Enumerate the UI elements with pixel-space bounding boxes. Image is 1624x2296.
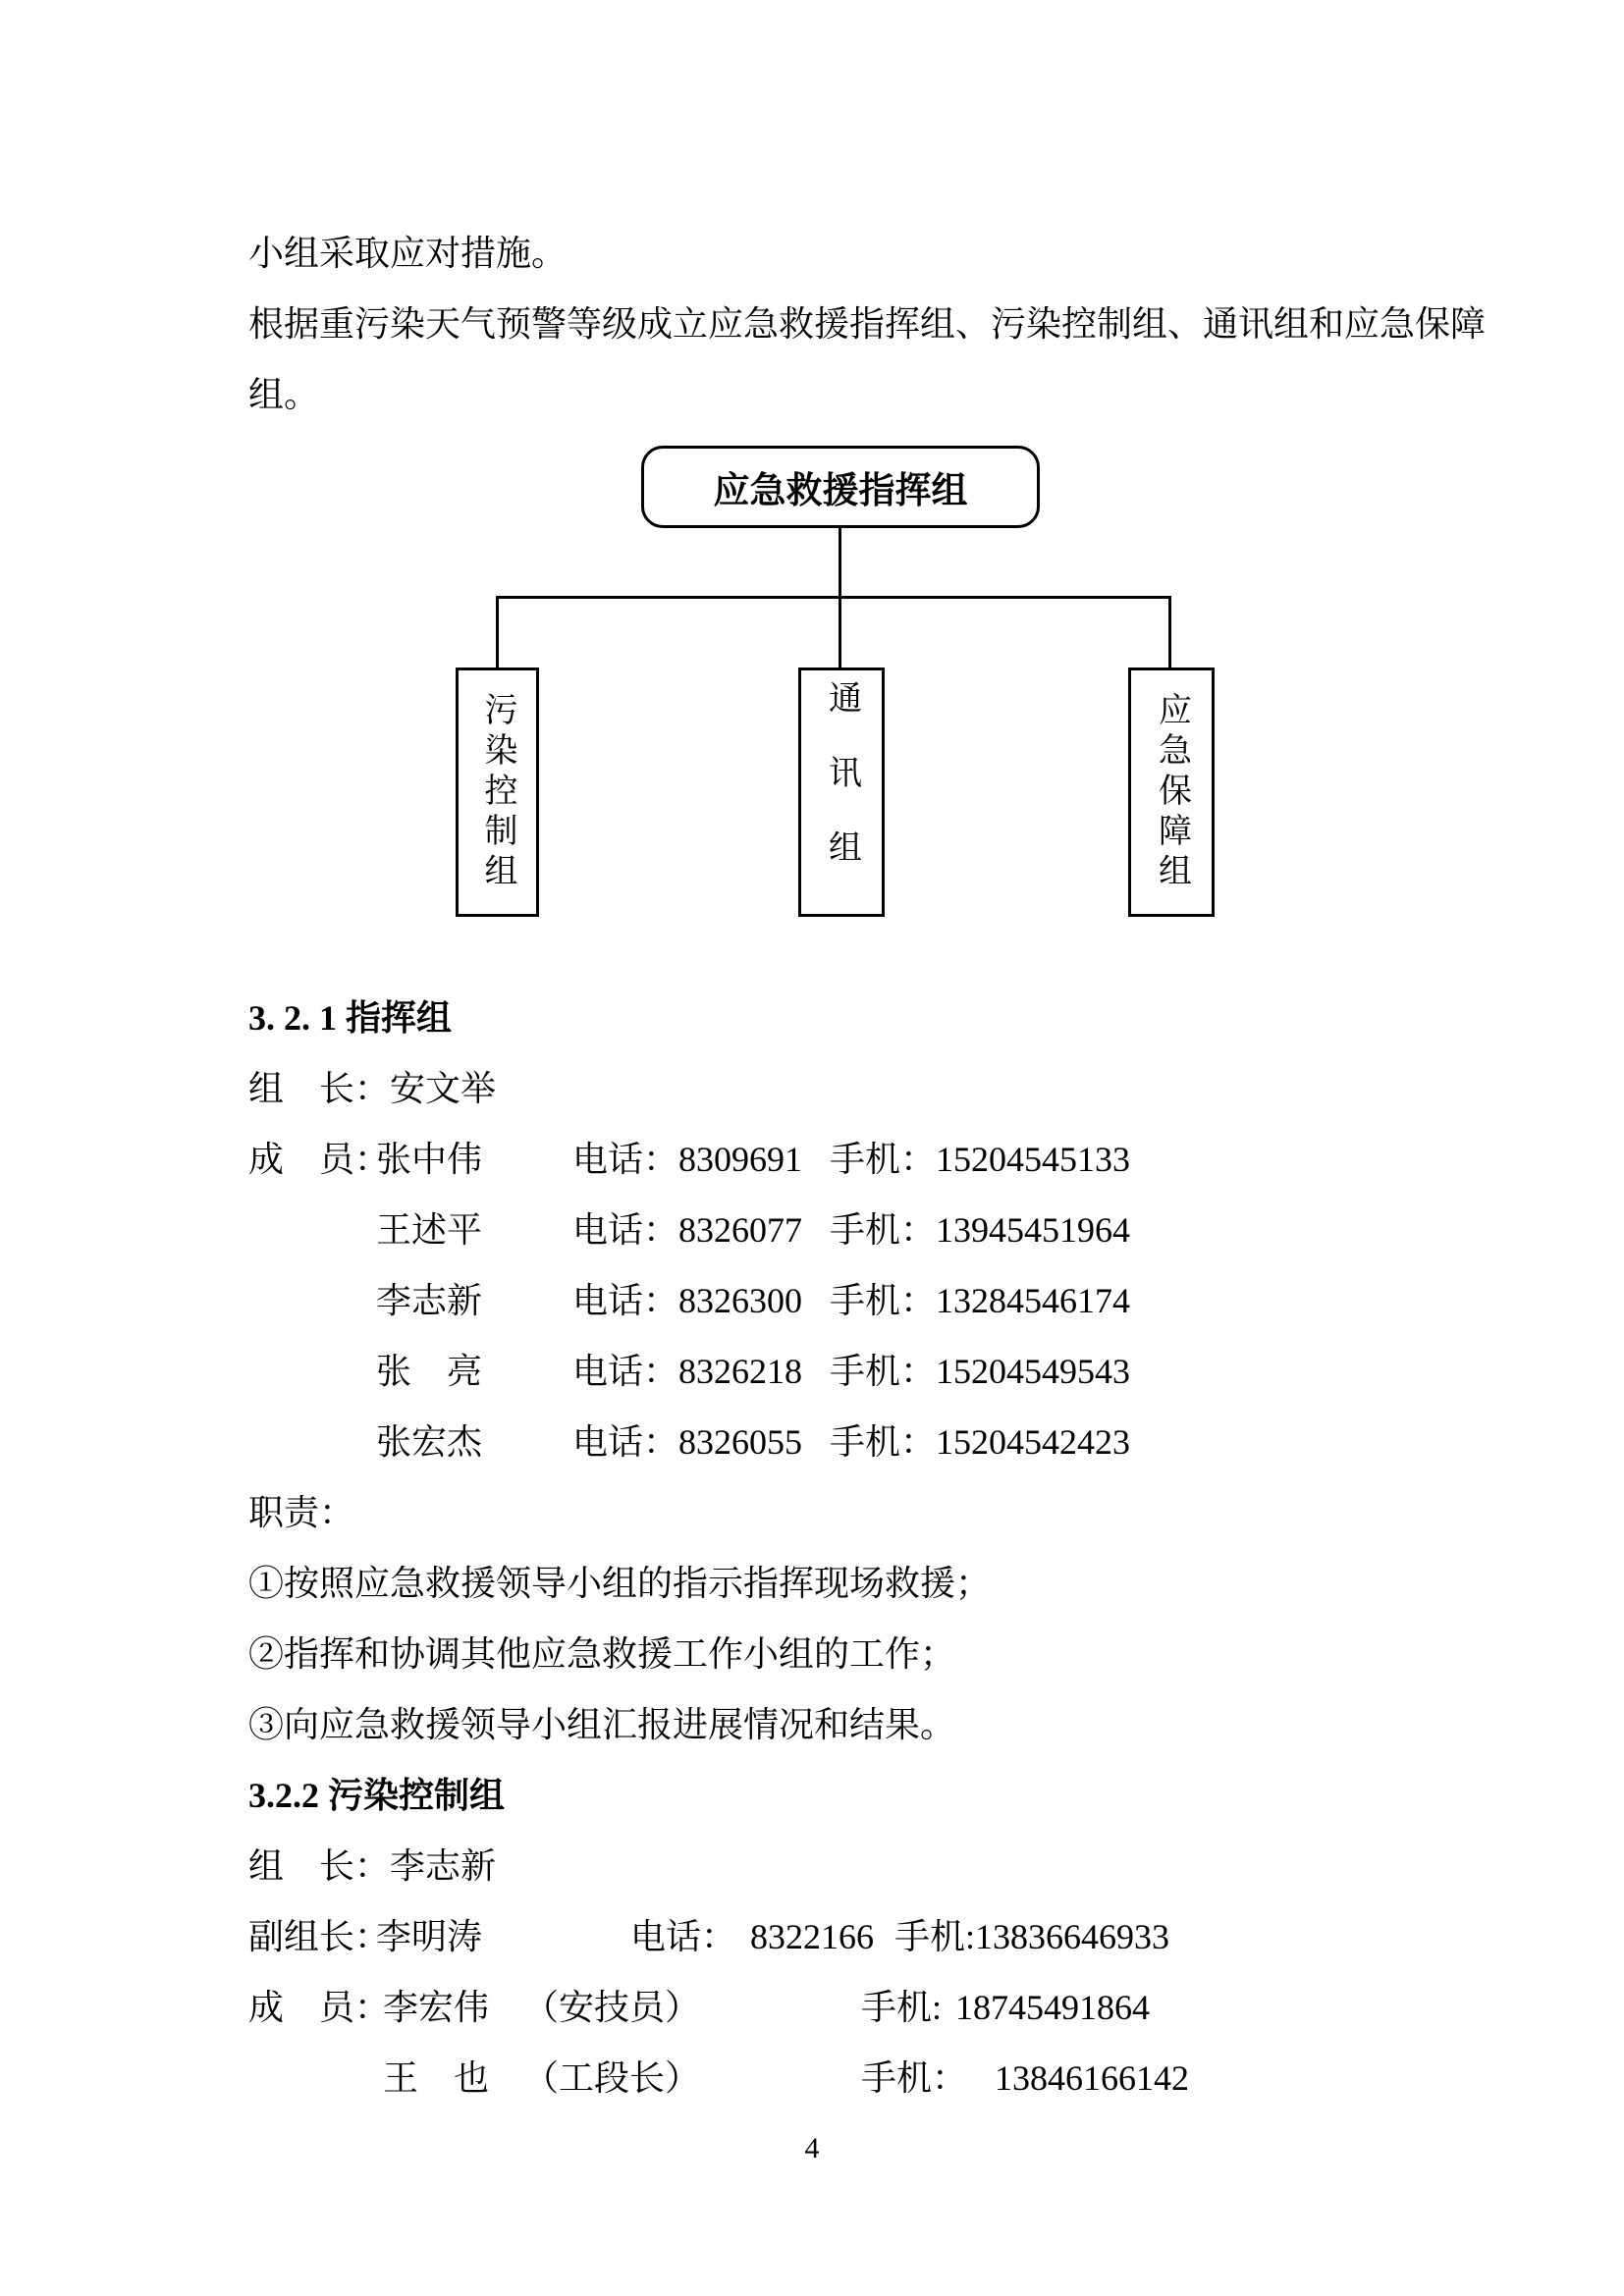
members-label: 成 员： [248,1988,391,2027]
member-row [248,2058,1474,2098]
org-box-emergency-support-label: 应急保障组 [1153,691,1190,893]
mobile-number: 18745491864 [955,1988,1151,2027]
org-root-label: 应急救援指挥组 [713,471,968,511]
phone-label: 电话： [630,1917,737,1956]
page-number: 4 [804,2132,820,2164]
mobile-number: 13846166142 [995,2058,1190,2098]
org-box-communication-label: 通讯组 [823,680,860,904]
mobile-number: 13945451964 [936,1210,1131,1250]
phone-number: 8326055 [678,1422,803,1462]
phone-number: 8309691 [678,1140,803,1179]
duties-label: 职责： [248,1493,355,1532]
section-3-2-2-heading: 3.2.2 污染控制组 [248,1776,506,1815]
org-box-emergency-support [1128,667,1215,917]
connector-right-drop [1168,599,1171,667]
duty-item-1: ①按照应急救援领导小组的指示指挥现场救援； [248,1564,992,1603]
phone-label: 电话： [572,1352,679,1391]
phone-number: 8326218 [678,1352,803,1391]
member-name: 张 亮 [376,1352,483,1391]
member-name: 王 也 [383,2058,490,2098]
member-title: （工段长） [523,2058,701,2098]
deputy-name: 李明涛 [376,1917,483,1956]
phone-number: 8326077 [678,1210,803,1250]
deputy-label: 副组长： [248,1917,391,1956]
phone-number: 8322166 [750,1917,875,1956]
mobile-number: 15204545133 [936,1140,1131,1179]
member-title: （安技员） [523,1988,701,2027]
page-content [248,234,1487,2129]
mobile-number: 13284546174 [936,1281,1131,1320]
org-box-pollution-control-label: 污染控制组 [479,691,515,893]
mobile-label: 手机: [861,1988,943,2027]
member-row [248,1352,1474,1391]
member-name: 王述平 [376,1210,483,1250]
member-name: 李宏伟 [383,1988,490,2027]
mobile-label: 手机： [830,1210,937,1250]
deputy-leader-row [248,1917,1474,1956]
mobile-number: 13836646933 [975,1917,1170,1956]
mobile-label: 手机： [830,1352,937,1391]
mobile-label: 手机： [830,1422,937,1462]
org-root-box [641,446,1040,528]
member-name: 李志新 [376,1281,483,1320]
member-row [248,1422,1474,1462]
connector-horizontal-bar [496,596,1171,599]
paragraph-line-2: 组。 [248,375,320,414]
members-label: 成 员： [248,1140,391,1179]
phone-number: 8326300 [678,1281,803,1320]
mobile-number: 15204542423 [936,1422,1131,1462]
section-3-2-2-leader: 组 长：李志新 [248,1846,497,1886]
org-chart [248,446,1474,927]
member-row [248,1281,1474,1320]
phone-label: 电话： [572,1281,679,1320]
intro-line: 小组采取应对措施。 [248,234,568,273]
org-box-communication [798,667,885,917]
phone-label: 电话： [572,1210,679,1250]
section-3-2-1-leader: 组 长：安文举 [248,1069,497,1108]
member-name: 张中伟 [376,1140,483,1179]
member-row [248,1210,1474,1250]
member-row [248,1988,1474,2027]
duty-item-3: ③向应急救援领导小组汇报进展情况和结果。 [248,1705,956,1744]
duty-item-2: ②指挥和协调其他应急救援工作小组的工作； [248,1634,956,1674]
mobile-label: 手机： [830,1281,937,1320]
phone-label: 电话： [572,1422,679,1462]
mobile-number: 15204549543 [936,1352,1131,1391]
connector-left-drop [496,599,499,667]
mobile-label: 手机: [894,1917,976,1956]
paragraph-line-1: 根据重污染天气预警等级成立应急救援指挥组、污染控制组、通讯组和应急保障 [248,304,1487,344]
mobile-label: 手机： [861,2058,968,2098]
section-3-2-1-heading: 3. 2. 1 指挥组 [248,998,453,1038]
member-row [248,1140,1474,1179]
mobile-label: 手机： [830,1140,937,1179]
org-box-pollution-control [456,667,539,917]
member-name: 张宏杰 [376,1422,483,1462]
phone-label: 电话： [572,1140,679,1179]
